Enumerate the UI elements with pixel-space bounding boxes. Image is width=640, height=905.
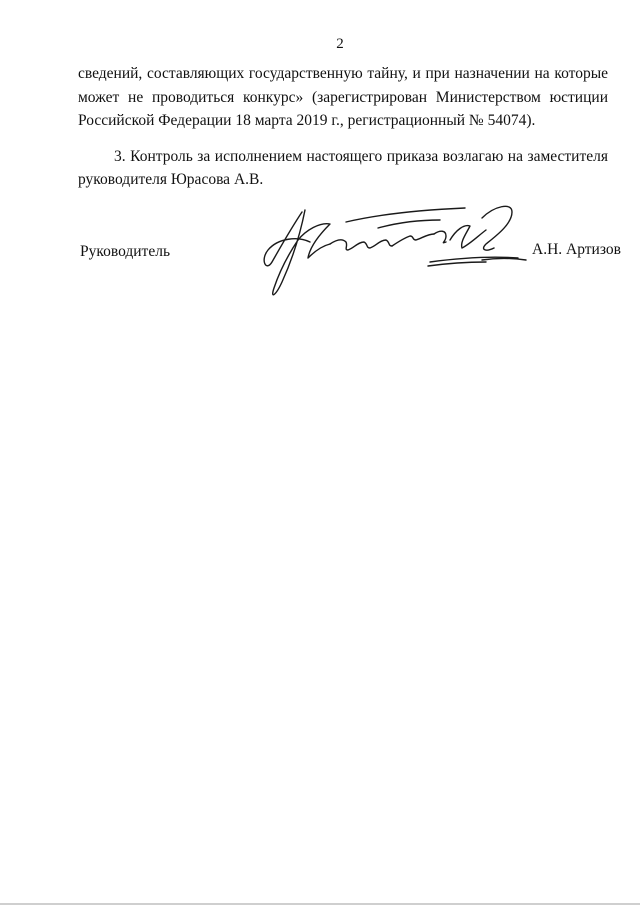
body-text — [78, 62, 608, 192]
paragraph-3 — [78, 145, 608, 192]
page-number: 2 — [336, 36, 344, 52]
text-line: сведений, составляющих государственную тайну, и при назначении на которые — [78, 65, 608, 82]
signer-name: А.Н. Артизов — [532, 241, 621, 258]
text-line: Российской Федерации 18 марта 2019 г., регистрационный № 54074). — [78, 112, 536, 129]
text-line: может не проводиться конкурс» (зарегистрирован Министерством юстиции — [78, 88, 608, 106]
text-line: руководителя Юрасова А.В. — [78, 171, 264, 188]
signature-block — [0, 200, 640, 310]
text-line: 3. Контроль за исполнением настоящего приказа возлагаю на заместителя — [114, 147, 608, 165]
handwritten-signature — [250, 200, 530, 305]
paragraph-continuation — [78, 62, 608, 133]
signer-title: Руководитель — [80, 243, 171, 260]
